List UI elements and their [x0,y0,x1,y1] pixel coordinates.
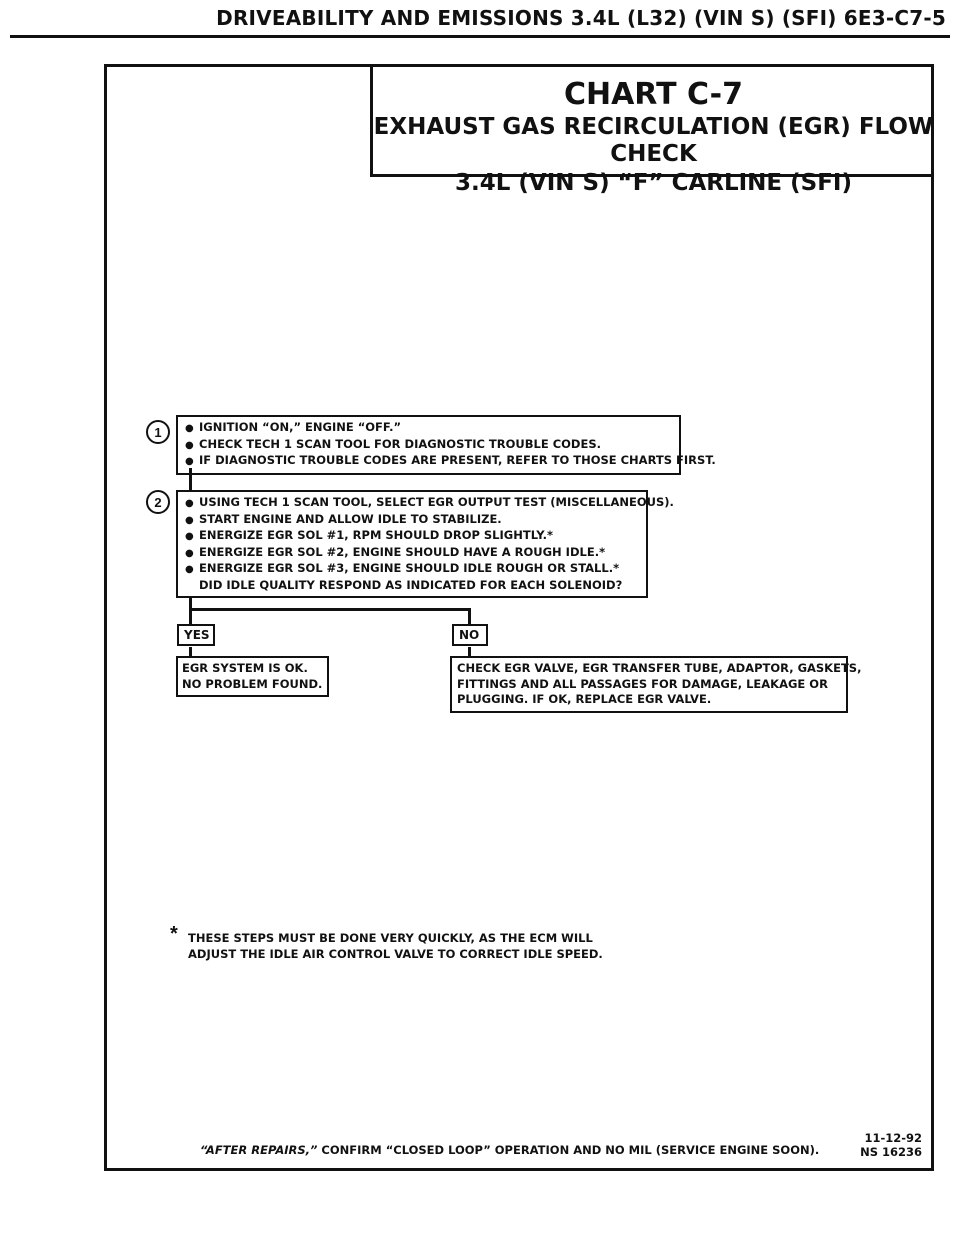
step-2-line: ●START ENGINE AND ALLOW IDLE TO STABILIZE. [185,512,639,529]
yes-label: YES [177,624,215,646]
bullet-icon [185,561,199,578]
no-result-box: CHECK EGR VALVE, EGR TRANSFER TUBE, ADAPTOR, GASKETS, FITTINGS AND ALL PASSAGES FOR DAMAGE, LEAKAGE OR PLUGGING. IF OK, REPLACE EGR VALVE. [450,656,848,713]
chart-number: CHART C-7 [563,77,744,112]
bullet-icon [185,545,199,562]
step-1-line: ●CHECK TECH 1 SCAN TOOL FOR DIAGNOSTIC TROUBLE CODES. [185,437,672,454]
bullet-icon [185,420,199,437]
yes-result-box: EGR SYSTEM IS OK. NO PROBLEM FOUND. [176,656,329,697]
page-header-title: DRIVEABILITY AND EMISSIONS 3.4L (L32) (VIN S) (SFI) 6E3-C7-5 [216,6,946,30]
chart-subtitle-line1: EXHAUST GAS RECIRCULATION (EGR) FLOW CHECK [373,114,934,167]
chart-subtitle-line2: 3.4L (VIN S) “F” CARLINE (SFI) [455,170,852,196]
connector-branch-horizontal [189,608,471,611]
no-label: NO [452,624,488,646]
step-2-box [176,490,674,598]
chart-code [860,1131,922,1159]
step-2-line: ●ENERGIZE EGR SOL #3, ENGINE SHOULD IDLE ROUGH OR STALL.* [185,561,639,578]
step-2-line: ●ENERGIZE EGR SOL #1, RPM SHOULD DROP SLIGHTLY.* [185,528,639,545]
footnote-text: THESE STEPS MUST BE DONE VERY QUICKLY, AS THE ECM WILL ADJUST THE IDLE AIR CONTROL VALVE TO CORRECT IDLE SPEED. [188,931,603,961]
connector-step1-step2 [189,468,192,490]
bullet-icon [185,453,199,470]
connector-branch-no [468,608,471,624]
step-2-line: ● USING TECH 1 SCAN TOOL, SELECT EGR OUTPUT TEST (MISCELLANEOUS). [185,495,639,512]
chart-date: 11-12-92 [864,1131,922,1145]
step-2-marker: 2 [146,490,170,514]
step-2-line: ●ENERGIZE EGR SOL #2, ENGINE SHOULD HAVE A ROUGH IDLE.* [185,545,639,562]
chart-title-box [370,64,934,196]
step-1-marker: 1 [146,420,170,444]
chart-frame [104,64,934,1171]
step-1-box [176,415,716,475]
step-1-line: ●IF DIAGNOSTIC TROUBLE CODES ARE PRESENT, REFER TO THOSE CHARTS FIRST. [185,453,672,470]
bullet-icon [185,528,199,545]
footnote-asterisk: * [170,923,178,945]
step-1-line: ● IGNITION “ON,” ENGINE “OFF.” [185,420,672,437]
bullet-icon [185,437,199,454]
header-rule [10,35,950,38]
bullet-icon [185,495,199,512]
after-repairs-note: “AFTER REPAIRS,” CONFIRM “CLOSED LOOP” OPERATION AND NO MIL (SERVICE ENGINE SOON). [200,1143,820,1157]
bullet-icon [185,512,199,529]
step-2-question: DID IDLE QUALITY RESPOND AS INDICATED FOR EACH SOLENOID? [199,577,623,592]
chart-ns-number: NS 16236 [860,1145,922,1159]
